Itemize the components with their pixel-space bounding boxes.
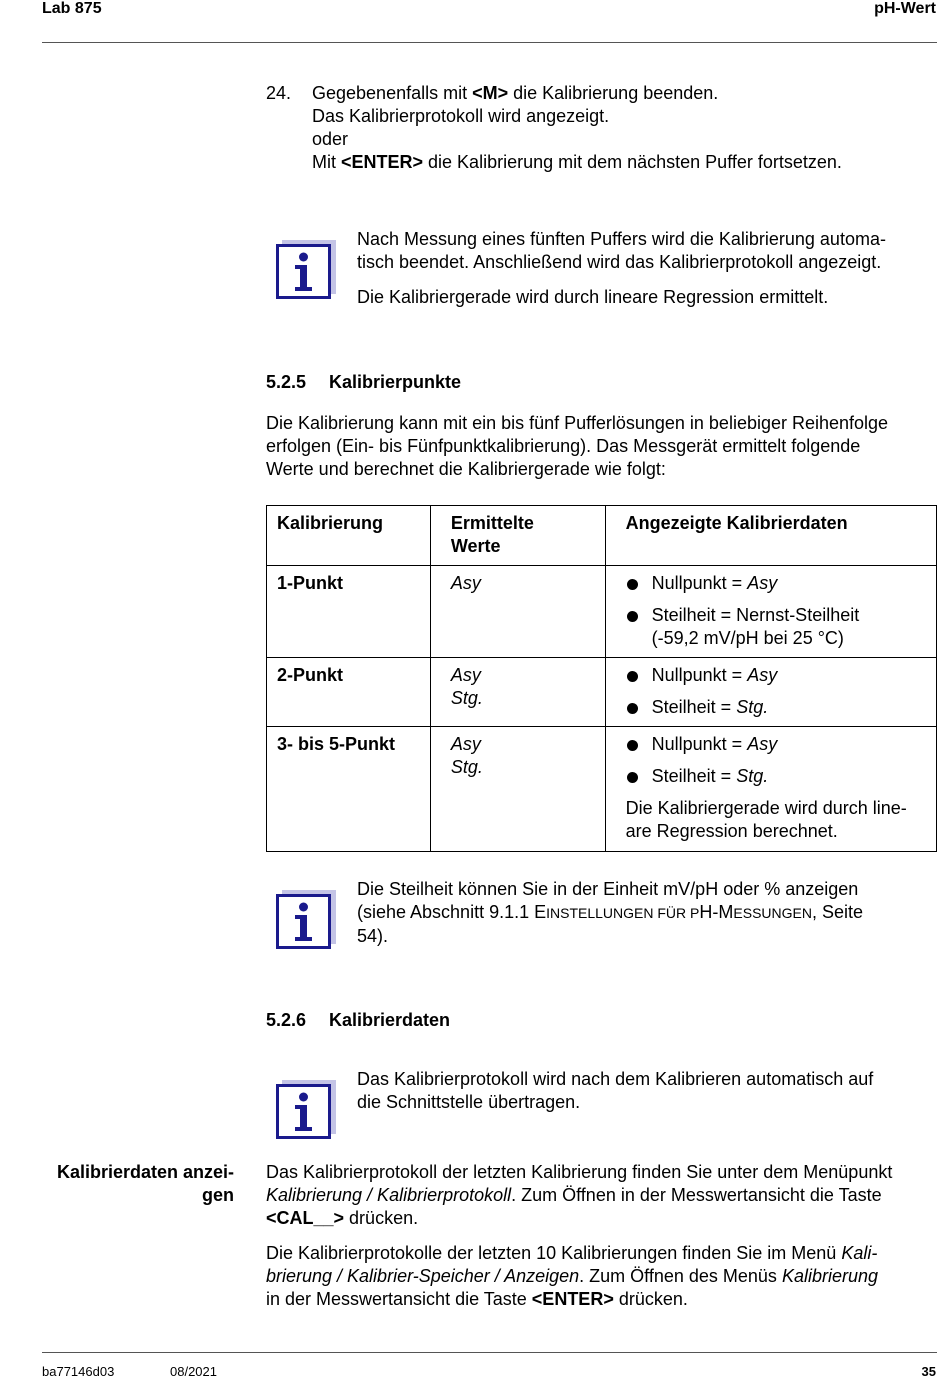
table-header-row [267,506,937,566]
footer-date: 08/2021 [170,1364,217,1379]
sidebar-heading: Kalibrierdaten anzei- gen [56,1162,234,1205]
note-1: Nach Messung eines fünften Puffers wird die Kalibrierung automa- tisch beendet. Anschließend wird das Kalibrierprotokoll angezeigt. Die Kalibriergerade wird durch lineare Regression ermittelt. [357,229,886,307]
section-526-title: Kalibrierdaten [329,1010,451,1030]
info-icon [276,1080,336,1140]
bullet-item: Steilheit = Stg. [626,765,926,788]
column-header-werte: Ermittelte Werte [430,506,605,566]
bullet-item: Steilheit = Stg. [626,696,926,719]
werte-value: Asy [450,665,481,685]
table-row [267,658,937,727]
header-title-right: pH-Wert [874,0,936,17]
row-label: 2-Punkt [277,665,344,685]
footer-page-number: 35 [921,1364,936,1379]
section-525-intro: Die Kalibrierung kann mit ein bis fünf Pufferlösungen in beliebiger Reihenfolge erfolgen (Ein- bis Fünfpunktkalibrierung). Das Messgerät ermittelt folgende Werte und berechnet die Kalibriergerade wie folgt: [266,413,889,479]
werte-value: Asy [450,734,481,754]
footer-doc-id: ba77146d03 [42,1364,115,1379]
werte-value: Asy [450,573,481,593]
werte-value: Stg. [450,688,483,708]
cross-reference-link[interactable]: EINSTELLUNGEN FÜR PH-MESSUNGEN [534,902,812,922]
paragraph-2: Die Kalibrierprotokolle der letzten 10 Kalibrierungen finden Sie im Menü Kali- brierung / Kalibrier-Speicher / Anzeigen. Zum Öffnen des Menüs Kalibrierung in der Messwertansicht die Taste <ENTER> drücken. [266,1243,878,1309]
row-label: 1-Punkt [277,573,344,593]
section-525-number: 5.2.5 [266,372,307,392]
info-icon [276,240,336,300]
bullet-item: Nullpunkt = Asy [626,664,926,687]
step-24-text: Gegebenenfalls mit <M> die Kalibrierung beenden. Das Kalibrierprotokoll wird angezeigt. oder Mit <ENTER> die Kalibrierung mit dem nächsten Puffer fortsetzen. [312,83,842,172]
row-label: 3- bis 5-Punkt [277,734,396,754]
calibration-table [266,505,937,852]
bullet-item: Nullpunkt = Asy [626,733,926,756]
step-number: 24. [266,83,292,103]
table-row [267,566,937,658]
info-icon [276,890,336,950]
header-rule [42,42,937,43]
column-header-kalibrierdaten: Angezeigte Kalibrierdaten [605,506,936,566]
werte-value: Stg. [450,757,483,777]
table-note: Die Kalibriergerade wird durch line- are Regression berechnet. [625,798,907,841]
bullet-item: Nullpunkt = Asy [626,572,926,595]
note-3: Das Kalibrierprotokoll wird nach dem Kalibrieren automatisch auf die Schnittstelle übertragen. [357,1069,874,1112]
column-header-kalibrierung: Kalibrierung [267,506,431,566]
footer-rule [42,1352,937,1353]
bullet-item: Steilheit = Nernst-Steilheit (-59,2 mV/pH bei 25 °C) [626,604,926,650]
note-2: Die Steilheit können Sie in der Einheit mV/pH oder % anzeigen (siehe Abschnitt 9.1.1 EINSTELLUNGEN FÜR PH-MESSUNGEN, Seite 54). [357,879,863,946]
table-row [267,727,937,852]
paragraph-1: Das Kalibrierprotokoll der letzten Kalibrierung finden Sie unter dem Menüpunkt Kalibrierung / Kalibrierprotokoll. Zum Öffnen in der Messwertansicht die Taste <CAL__> drücken. [266,1162,893,1228]
section-526-number: 5.2.6 [266,1010,307,1030]
section-525-title: Kalibrierpunkte [329,372,462,392]
header-title-left: Lab 875 [42,0,102,17]
